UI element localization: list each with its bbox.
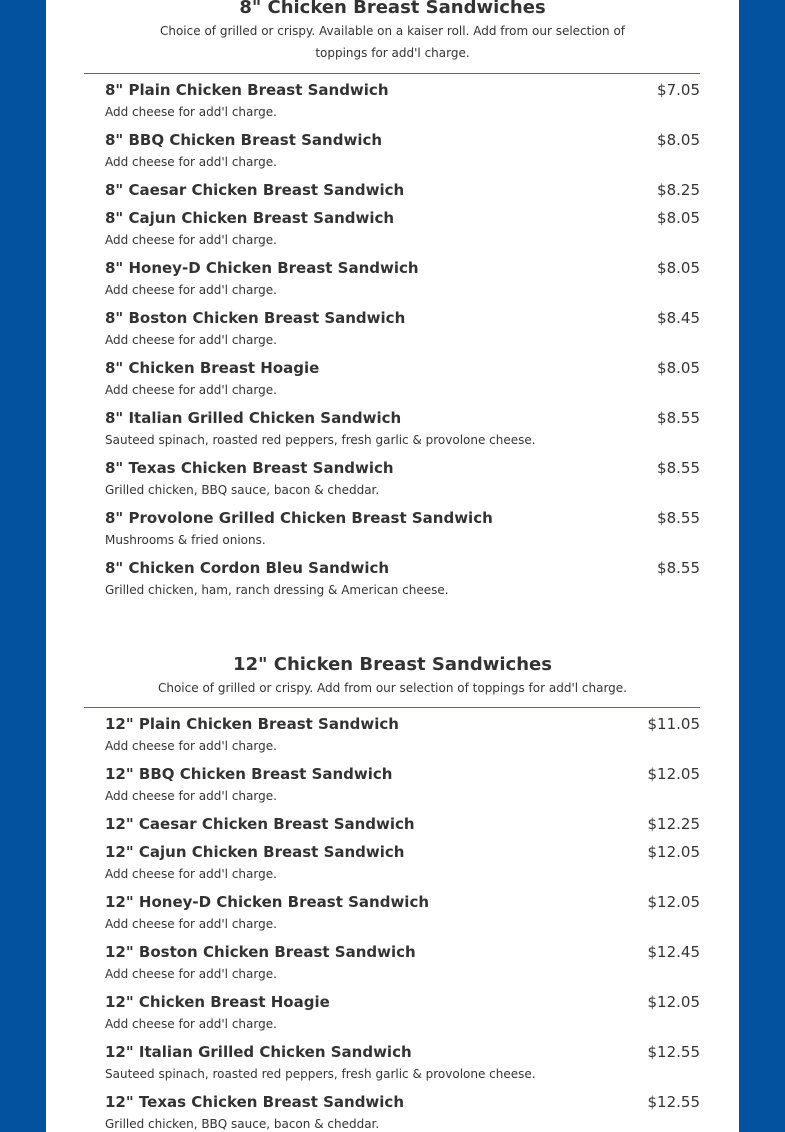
- menu-panel: [46, 0, 739, 1132]
- menu-item-name: 12" Boston Chicken Breast Sandwich: [105, 943, 416, 961]
- menu-item-description: Add cheese for add'l charge.: [105, 867, 277, 881]
- menu-item-name: 12" Plain Chicken Breast Sandwich: [105, 715, 399, 733]
- menu-item-name: 8" Chicken Cordon Bleu Sandwich: [105, 559, 390, 577]
- menu-item-name: 12" Chicken Breast Hoagie: [105, 993, 330, 1011]
- menu-item-name: 8" Caesar Chicken Breast Sandwich: [105, 181, 405, 199]
- section-12-inch-header: [46, 654, 739, 699]
- menu-item-description: Add cheese for add'l charge.: [105, 1017, 277, 1031]
- menu-item-price: $8.55: [657, 509, 700, 527]
- menu-item-price: $12.55: [647, 1043, 700, 1061]
- section-description: [133, 677, 653, 699]
- menu-item-name: 8" Provolone Grilled Chicken Breast Sandwich: [105, 509, 493, 527]
- menu-item-description: Add cheese for add'l charge.: [105, 283, 277, 297]
- menu-item-name: 12" Caesar Chicken Breast Sandwich: [105, 815, 415, 833]
- menu-item-description: Add cheese for add'l charge.: [105, 967, 277, 981]
- section-description-line: Choice of grilled or crispy. Add from our selection of toppings for add'l charge.: [157, 681, 627, 695]
- section-description: [158, 20, 628, 64]
- menu-item-description: Grilled chicken, BBQ sauce, bacon & cheddar.: [105, 483, 380, 497]
- menu-item-price: $12.55: [647, 1093, 700, 1111]
- menu-item-price: $12.25: [647, 815, 700, 833]
- menu-item-price: $12.05: [647, 843, 700, 861]
- menu-item-name: 8" Boston Chicken Breast Sandwich: [105, 309, 406, 327]
- menu-item-price: $8.05: [657, 259, 700, 277]
- menu-item-price: $8.05: [657, 209, 700, 227]
- menu-item-description: Grilled chicken, BBQ sauce, bacon & cheddar.: [105, 1117, 380, 1131]
- menu-item-price: $8.45: [657, 309, 700, 327]
- menu-item-name: 8" Texas Chicken Breast Sandwich: [105, 459, 394, 477]
- menu-item-description: Add cheese for add'l charge.: [105, 739, 277, 753]
- menu-item-description: Add cheese for add'l charge.: [105, 105, 277, 119]
- section-description-line: Choice of grilled or crispy. Available on a kaiser roll. Add from our selection of: [159, 24, 626, 38]
- menu-item-name: 12" Texas Chicken Breast Sandwich: [105, 1093, 404, 1111]
- menu-item-price: $12.05: [647, 993, 700, 1011]
- menu-item-price: $8.55: [657, 409, 700, 427]
- menu-item-price: $8.05: [657, 131, 700, 149]
- menu-item-price: $8.05: [657, 359, 700, 377]
- menu-item-name: 12" Cajun Chicken Breast Sandwich: [105, 843, 405, 861]
- section-8-inch-header: [46, 0, 739, 64]
- menu-item-name: 8" BBQ Chicken Breast Sandwich: [105, 131, 383, 149]
- section-description-line: toppings for add'l charge.: [315, 46, 470, 60]
- menu-item-price: $8.25: [657, 181, 700, 199]
- menu-item-name: 8" Plain Chicken Breast Sandwich: [105, 81, 389, 99]
- menu-item-description: Add cheese for add'l charge.: [105, 383, 277, 397]
- menu-item-description: Sauteed spinach, roasted red peppers, fresh garlic & provolone cheese.: [105, 1067, 536, 1081]
- menu-item-price: $7.05: [657, 81, 700, 99]
- menu-item-name: 8" Italian Grilled Chicken Sandwich: [105, 409, 402, 427]
- menu-item-price: $11.05: [647, 715, 700, 733]
- menu-item-description: Grilled chicken, ham, ranch dressing & American cheese.: [105, 583, 449, 597]
- section-title: 8" Chicken Breast Sandwiches: [239, 0, 546, 18]
- menu-item-description: Add cheese for add'l charge.: [105, 789, 277, 803]
- menu-item-name: 8" Chicken Breast Hoagie: [105, 359, 320, 377]
- menu-item-description: Add cheese for add'l charge.: [105, 917, 277, 931]
- menu-item-name: 8" Cajun Chicken Breast Sandwich: [105, 209, 395, 227]
- menu-item-price: $12.05: [647, 765, 700, 783]
- menu-item-price: $12.45: [647, 943, 700, 961]
- menu-item-name: 12" Honey-D Chicken Breast Sandwich: [105, 893, 430, 911]
- section-divider: [84, 73, 700, 74]
- section-title: 12" Chicken Breast Sandwiches: [233, 654, 552, 675]
- menu-item-price: $8.55: [657, 459, 700, 477]
- menu-item-description: Add cheese for add'l charge.: [105, 233, 277, 247]
- menu-item-name: 12" BBQ Chicken Breast Sandwich: [105, 765, 393, 783]
- menu-item-description: Add cheese for add'l charge.: [105, 333, 277, 347]
- menu-item-price: $8.55: [657, 559, 700, 577]
- section-divider: [84, 707, 700, 708]
- menu-item-description: Sauteed spinach, roasted red peppers, fresh garlic & provolone cheese.: [105, 433, 536, 447]
- menu-item-name: 12" Italian Grilled Chicken Sandwich: [105, 1043, 412, 1061]
- menu-item-description: Add cheese for add'l charge.: [105, 155, 277, 169]
- menu-item-name: 8" Honey-D Chicken Breast Sandwich: [105, 259, 419, 277]
- menu-item-price: $12.05: [647, 893, 700, 911]
- menu-item-description: Mushrooms & fried onions.: [105, 533, 266, 547]
